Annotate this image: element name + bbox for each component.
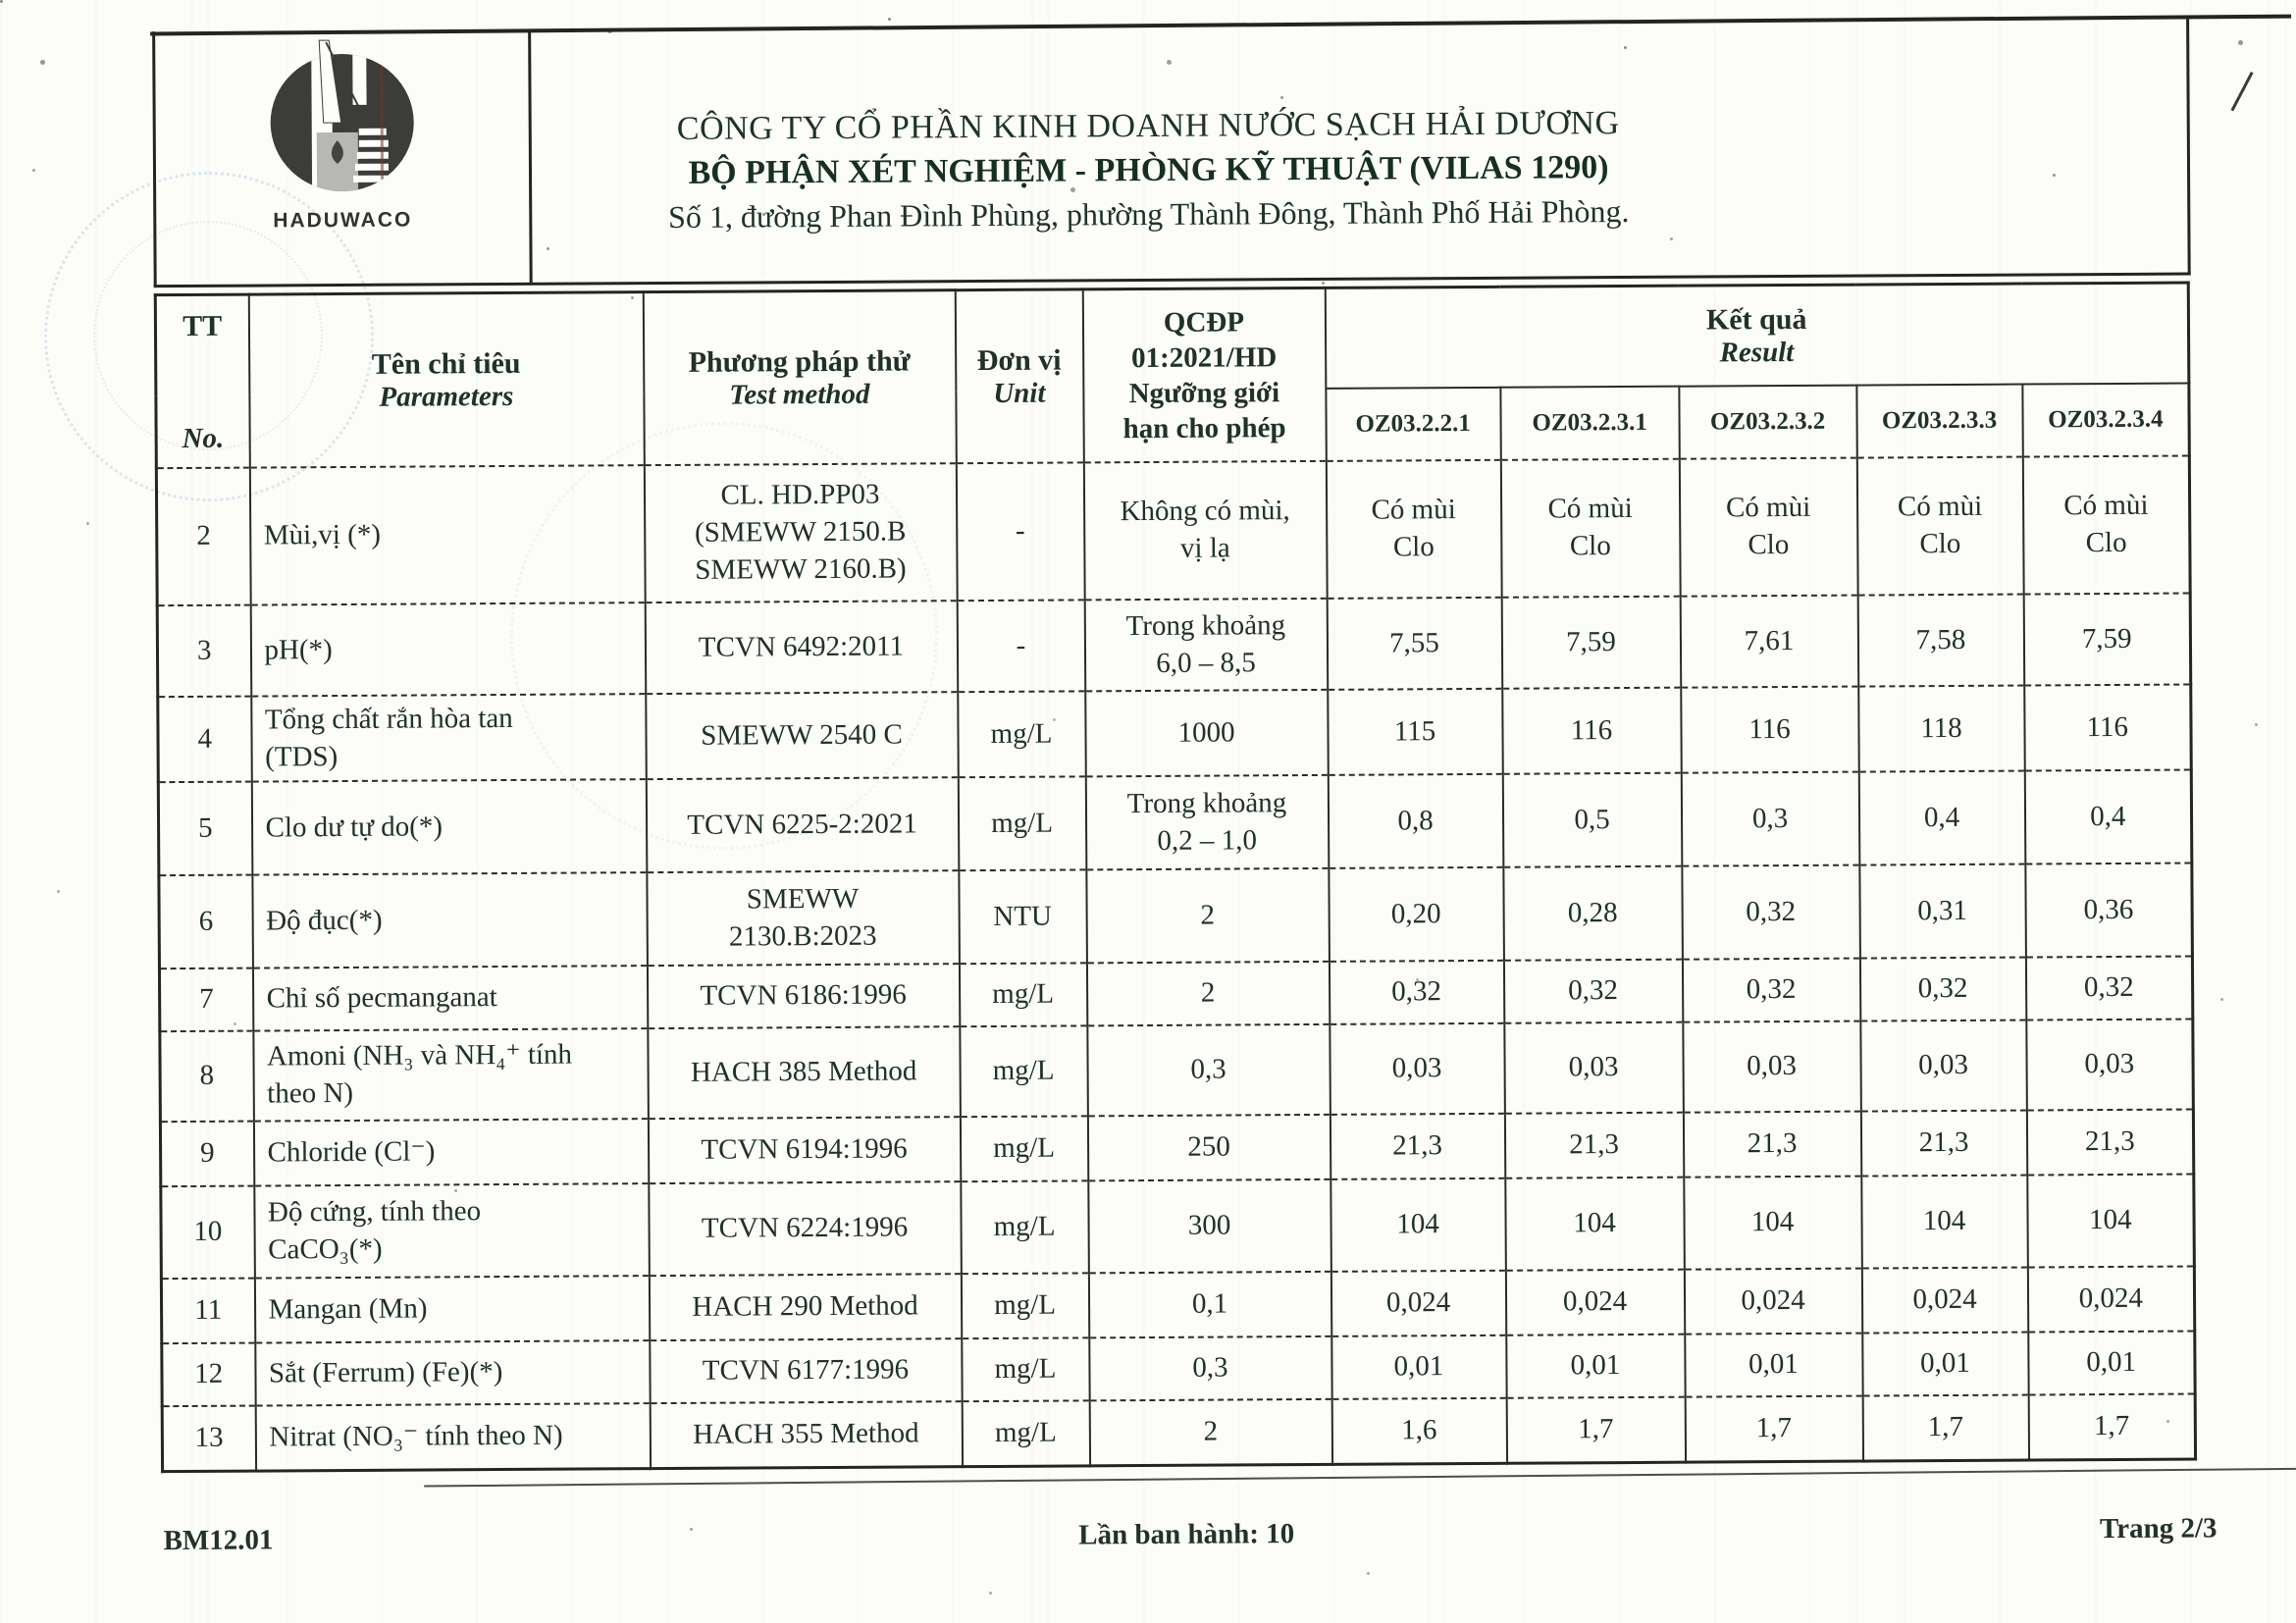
parameter-name: Nitrat (NO₃⁻ tính theo N) bbox=[255, 1403, 650, 1470]
result-value: 104 bbox=[1331, 1178, 1506, 1272]
parameter-name: Độ đục(*) bbox=[252, 872, 648, 968]
table-row bbox=[162, 1393, 2195, 1471]
result-value: 0,03 bbox=[1860, 1021, 2027, 1112]
result-value: 0,4 bbox=[1858, 771, 2025, 865]
unit: mg/L bbox=[961, 1180, 1089, 1274]
result-value: 0,01 bbox=[1685, 1334, 1862, 1397]
scan-mark bbox=[2231, 72, 2254, 111]
table-row bbox=[161, 1174, 2195, 1279]
col-header-limit: QCĐP 01:2021/HD Ngưỡng giới hạn cho phép bbox=[1082, 288, 1326, 462]
row-number: 6 bbox=[159, 875, 253, 969]
test-method: TCVN 6225-2:2021 bbox=[646, 777, 959, 872]
result-value: 104 bbox=[1684, 1177, 1862, 1270]
result-value: 104 bbox=[1505, 1178, 1685, 1271]
result-value: 7,59 bbox=[2023, 594, 2191, 686]
test-method: TCVN 6177:1996 bbox=[650, 1338, 962, 1403]
result-value: 104 bbox=[1861, 1176, 2028, 1269]
limit-value: Trong khoảng 0,2 – 1,0 bbox=[1085, 775, 1329, 870]
logo-cell bbox=[155, 29, 533, 285]
result-value: 0,4 bbox=[2024, 770, 2192, 864]
row-number: 4 bbox=[158, 697, 252, 783]
row-number: 5 bbox=[158, 782, 252, 876]
result-value: 0,01 bbox=[2028, 1331, 2195, 1394]
parameter-name: Clo dư tự do(*) bbox=[251, 779, 647, 874]
result-value: 1,7 bbox=[1685, 1396, 1862, 1462]
result-value: 1,7 bbox=[1506, 1397, 1685, 1463]
table-row bbox=[156, 456, 2190, 606]
test-method: TCVN 6224:1996 bbox=[649, 1181, 962, 1276]
result-value: 21,3 bbox=[1504, 1113, 1683, 1178]
result-value: Có mùi Clo bbox=[1500, 459, 1680, 598]
parameter-name: Amoni (NH₃ và NH₄⁺ tính theo N) bbox=[253, 1028, 649, 1121]
result-value: 0,01 bbox=[1506, 1335, 1685, 1398]
table-row bbox=[161, 1266, 2194, 1343]
test-method: TCVN 6186:1996 bbox=[647, 964, 959, 1028]
table-row bbox=[160, 1109, 2193, 1186]
limit-value: 0,1 bbox=[1088, 1272, 1331, 1338]
result-value: 0,024 bbox=[2027, 1266, 2194, 1332]
result-value: 21,3 bbox=[1330, 1114, 1504, 1179]
result-value: 0,31 bbox=[1859, 864, 2026, 959]
test-method: SMEWW 2130.B:2023 bbox=[647, 870, 960, 966]
row-number: 10 bbox=[161, 1186, 255, 1280]
result-value: 0,5 bbox=[1502, 773, 1682, 867]
parameter-name: Chloride (Cl⁻) bbox=[253, 1119, 648, 1185]
result-value: 116 bbox=[2024, 685, 2192, 771]
result-value: 7,58 bbox=[1857, 595, 2024, 687]
unit: mg/L bbox=[962, 1337, 1089, 1401]
result-value: 7,61 bbox=[1680, 596, 1858, 688]
company-name: CÔNG TY CỔ PHẦN KINH DOANH NƯỚC SẠCH HẢI DƯƠNG bbox=[676, 105, 1620, 147]
unit: mg/L bbox=[960, 1116, 1087, 1181]
sample-id: OZ03.2.3.4 bbox=[2022, 384, 2189, 457]
row-number: 11 bbox=[161, 1279, 254, 1344]
parameter-name: pH(*) bbox=[250, 602, 646, 696]
row-number: 8 bbox=[160, 1031, 254, 1123]
result-value: 21,3 bbox=[1860, 1111, 2026, 1177]
col-header-unit: Đơn vị Unit bbox=[955, 289, 1083, 463]
result-value: 118 bbox=[1858, 686, 2025, 772]
row-number: 13 bbox=[162, 1406, 255, 1472]
result-value: 0,024 bbox=[1684, 1269, 1861, 1335]
limit-value: Trong khoảng 6,0 – 8,5 bbox=[1084, 599, 1328, 692]
result-value: 0,32 bbox=[2025, 957, 2192, 1021]
result-value: 0,32 bbox=[1859, 958, 2025, 1021]
limit-value: 300 bbox=[1088, 1179, 1331, 1274]
result-value: 0,20 bbox=[1329, 867, 1504, 962]
test-method: HACH 290 Method bbox=[649, 1274, 961, 1340]
col-header-parameter: Tên chỉ tiêu Parameters bbox=[248, 292, 644, 468]
test-method: TCVN 6492:2011 bbox=[645, 601, 958, 694]
result-value: 0,3 bbox=[1681, 772, 1859, 866]
result-value: 0,024 bbox=[1861, 1268, 2027, 1334]
result-value: Có mùi Clo bbox=[1856, 457, 2023, 596]
limit-value: 2 bbox=[1086, 962, 1329, 1026]
scan-specks bbox=[0, 0, 3, 3]
result-value: 0,32 bbox=[1329, 961, 1503, 1024]
result-value: 21,3 bbox=[1683, 1112, 1860, 1178]
parameter-name: Mangan (Mn) bbox=[254, 1276, 649, 1342]
sample-id: OZ03.2.3.3 bbox=[1856, 385, 2022, 458]
unit: - bbox=[956, 462, 1084, 601]
unit: mg/L bbox=[959, 963, 1086, 1026]
result-value: 0,36 bbox=[2025, 864, 2193, 958]
limit-value: Không có mùi, vị lạ bbox=[1083, 461, 1327, 601]
sample-id: OZ03.2.3.1 bbox=[1500, 387, 1679, 460]
test-method: SMEWW 2540 C bbox=[646, 692, 959, 779]
parameter-name: Sắt (Ferrum) (Fe)(*) bbox=[255, 1340, 650, 1405]
limit-value: 250 bbox=[1087, 1115, 1330, 1181]
result-value: 104 bbox=[2027, 1174, 2195, 1267]
result-value: 7,55 bbox=[1327, 598, 1502, 690]
sample-id: OZ03.2.2.1 bbox=[1326, 388, 1500, 461]
department-name: BỘ PHẬN XÉT NGHIỆM - PHÒNG KỸ THUẬT (VILAS 1290) bbox=[688, 148, 1609, 191]
limit-value: 1000 bbox=[1085, 690, 1329, 777]
result-value: 0,024 bbox=[1331, 1271, 1505, 1336]
limit-value: 2 bbox=[1089, 1399, 1331, 1466]
parameter-name: Độ cứng, tính theo CaCO₃(*) bbox=[254, 1183, 650, 1278]
page-footer bbox=[163, 1512, 2217, 1557]
result-value: 0,32 bbox=[1682, 959, 1859, 1022]
row-number: 2 bbox=[156, 468, 250, 606]
result-value: 0,32 bbox=[1682, 865, 1860, 960]
table-row bbox=[159, 864, 2193, 969]
result-value: 116 bbox=[1681, 687, 1859, 773]
col-header-tt: TT No. bbox=[155, 294, 249, 468]
parameter-name: Mùi,vị (*) bbox=[249, 465, 645, 604]
table-row bbox=[157, 594, 2191, 698]
parameter-name: Tổng chất rắn hòa tan (TDS) bbox=[251, 694, 647, 781]
company-address: Số 1, đường Phan Đình Phùng, phường Thành Đông, Thành Phố Hải Phòng. bbox=[667, 192, 1630, 235]
result-value: 1,6 bbox=[1331, 1398, 1506, 1464]
unit: - bbox=[957, 600, 1085, 692]
letterhead bbox=[152, 20, 2191, 288]
unit: mg/L bbox=[958, 776, 1086, 870]
result-value: 0,28 bbox=[1503, 866, 1683, 961]
result-value: 1,7 bbox=[1862, 1395, 2028, 1461]
table-header bbox=[155, 283, 2189, 468]
unit: mg/L bbox=[958, 691, 1086, 777]
test-method: HACH 355 Method bbox=[650, 1401, 962, 1468]
result-value: Có mùi Clo bbox=[2022, 456, 2190, 595]
limit-value: 0,3 bbox=[1089, 1336, 1331, 1401]
result-value: 0,32 bbox=[1503, 960, 1682, 1023]
row-number: 9 bbox=[160, 1122, 253, 1187]
results-tbody bbox=[156, 456, 2195, 1472]
result-value: 1,7 bbox=[2028, 1393, 2195, 1459]
unit: mg/L bbox=[962, 1400, 1089, 1466]
row-number: 3 bbox=[157, 605, 251, 698]
result-value: 0,01 bbox=[1862, 1333, 2028, 1396]
result-value: 116 bbox=[1502, 688, 1682, 774]
form-code: BM12.01 bbox=[163, 1524, 274, 1557]
issue-number: Lần ban hành: 10 bbox=[1078, 1518, 1295, 1551]
row-number: 7 bbox=[159, 969, 252, 1032]
result-value: 0,01 bbox=[1331, 1335, 1506, 1399]
result-value: 0,03 bbox=[1330, 1023, 1505, 1115]
unit: NTU bbox=[959, 869, 1087, 964]
result-value: Có mùi Clo bbox=[1326, 460, 1501, 599]
page-number: Trang 2/3 bbox=[2099, 1512, 2218, 1545]
parameter-name: Chỉ số pecmanganat bbox=[252, 966, 647, 1030]
unit: mg/L bbox=[960, 1025, 1088, 1117]
result-value: 0,03 bbox=[1504, 1022, 1684, 1114]
col-header-method: Phương pháp thử Test method bbox=[643, 290, 956, 465]
scan-fold-line bbox=[424, 1468, 2296, 1488]
results-table bbox=[154, 282, 2197, 1473]
row-number: 12 bbox=[162, 1343, 255, 1407]
result-value: 0,024 bbox=[1505, 1270, 1684, 1335]
result-value: 115 bbox=[1328, 689, 1503, 775]
result-value: 0,8 bbox=[1328, 774, 1503, 868]
result-value: Có mùi Clo bbox=[1679, 458, 1857, 597]
test-method: TCVN 6194:1996 bbox=[648, 1117, 960, 1183]
result-value: 0,03 bbox=[1683, 1021, 1861, 1113]
sample-id: OZ03.2.3.2 bbox=[1679, 386, 1856, 459]
table-row bbox=[158, 685, 2192, 783]
limit-value: 2 bbox=[1086, 868, 1330, 964]
test-method: CL. HD.PP03 (SMEWW 2150.B SMEWW 2160.B) bbox=[644, 463, 957, 602]
unit: mg/L bbox=[961, 1273, 1088, 1338]
limit-value: 0,3 bbox=[1087, 1024, 1331, 1117]
logo-wordmark: HADUWACO bbox=[273, 208, 413, 233]
result-value: 7,59 bbox=[1501, 597, 1681, 689]
col-header-result: Kết quả Result bbox=[1325, 283, 2189, 389]
result-value: 21,3 bbox=[2026, 1109, 2193, 1175]
letterhead-text bbox=[531, 20, 2188, 283]
table-row bbox=[160, 1019, 2194, 1122]
table-row bbox=[158, 770, 2192, 876]
test-method: HACH 385 Method bbox=[648, 1026, 961, 1119]
result-value: 0,03 bbox=[2026, 1019, 2194, 1110]
haduwaco-logo-icon bbox=[264, 38, 420, 208]
